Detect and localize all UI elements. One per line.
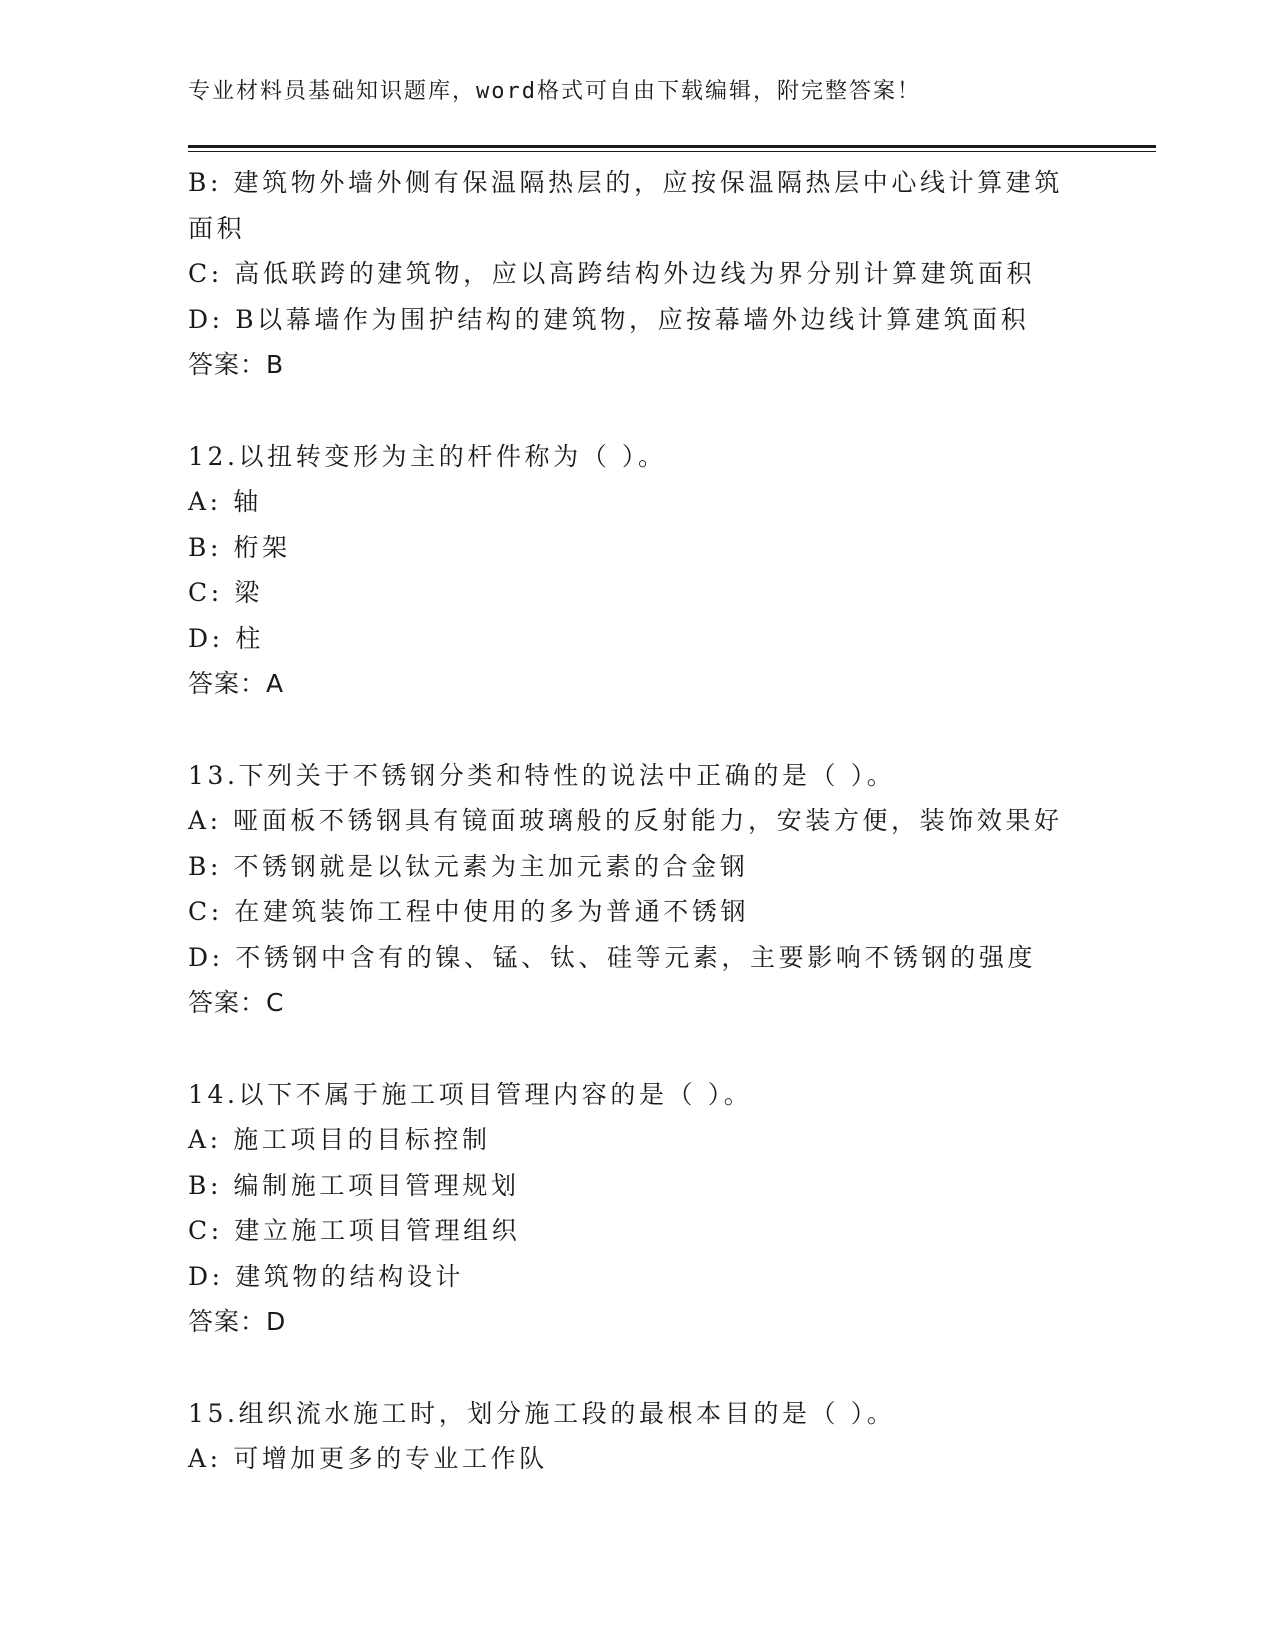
option-b: B: 编制施工项目管理规划: [188, 1170, 520, 1200]
option-b: B: 桁架: [188, 532, 291, 562]
question-11-tail: [188, 160, 1088, 388]
question-14: [188, 1072, 1088, 1345]
question-stem: 13.下列关于不锈钢分类和特性的说法中正确的是（ ）。: [188, 760, 896, 790]
question-stem: 12.以扭转变形为主的杆件称为（ ）。: [188, 441, 667, 471]
answer: 答案：D: [188, 1307, 287, 1336]
question-stem: 14.以下不属于施工项目管理内容的是（ ）。: [188, 1079, 753, 1109]
answer: 答案：C: [188, 988, 285, 1017]
option-d: D: 不锈钢中含有的镍、锰、钛、硅等元素，主要影响不锈钢的强度: [188, 942, 1037, 972]
option-c: C: 梁: [188, 578, 263, 607]
option-c: C: 在建筑装饰工程中使用的多为普通不锈钢: [188, 897, 750, 926]
header-rule-thin: [188, 151, 1156, 152]
option-a: A: 哑面板不锈钢具有镜面玻璃般的反射能力，安装方便，装饰效果好: [188, 806, 1063, 835]
option-b-continued: 面积: [188, 213, 246, 243]
answer: 答案：B: [188, 350, 285, 379]
option-d: D: B以幕墙作为围护结构的建筑物，应按幕墙外边线计算建筑面积: [188, 304, 1030, 334]
option-c: C: 建立施工项目管理组织: [188, 1216, 521, 1245]
spacer: [188, 1026, 1088, 1072]
spacer: [188, 1345, 1088, 1391]
option-a: A: 施工项目的目标控制: [188, 1125, 491, 1154]
option-b: B: 不锈钢就是以钛元素为主加元素的合金钢: [188, 851, 749, 881]
question-content: [188, 160, 1088, 1482]
spacer: [188, 707, 1088, 753]
question-12: [188, 434, 1088, 707]
question-15: [188, 1391, 1088, 1482]
option-b: B: 建筑物外墙外侧有保温隔热层的，应按保温隔热层中心线计算建筑: [188, 168, 1063, 197]
option-a: A: 轴: [188, 487, 262, 516]
option-a: A: 可增加更多的专业工作队: [188, 1444, 548, 1473]
option-d: D: 建筑物的结构设计: [188, 1261, 465, 1291]
question-13: [188, 753, 1088, 1026]
answer: 答案：A: [188, 669, 285, 698]
question-stem: 15.组织流水施工时，划分施工段的最根本目的是（ ）。: [188, 1398, 896, 1428]
spacer: [188, 388, 1088, 434]
option-c: C: 高低联跨的建筑物，应以高跨结构外边线为界分别计算建筑面积: [188, 259, 1036, 288]
page-header: 专业材料员基础知识题库，word格式可自由下载编辑，附完整答案！: [188, 79, 921, 104]
option-d: D: 柱: [188, 623, 264, 653]
header-rule-thick: [188, 145, 1156, 148]
